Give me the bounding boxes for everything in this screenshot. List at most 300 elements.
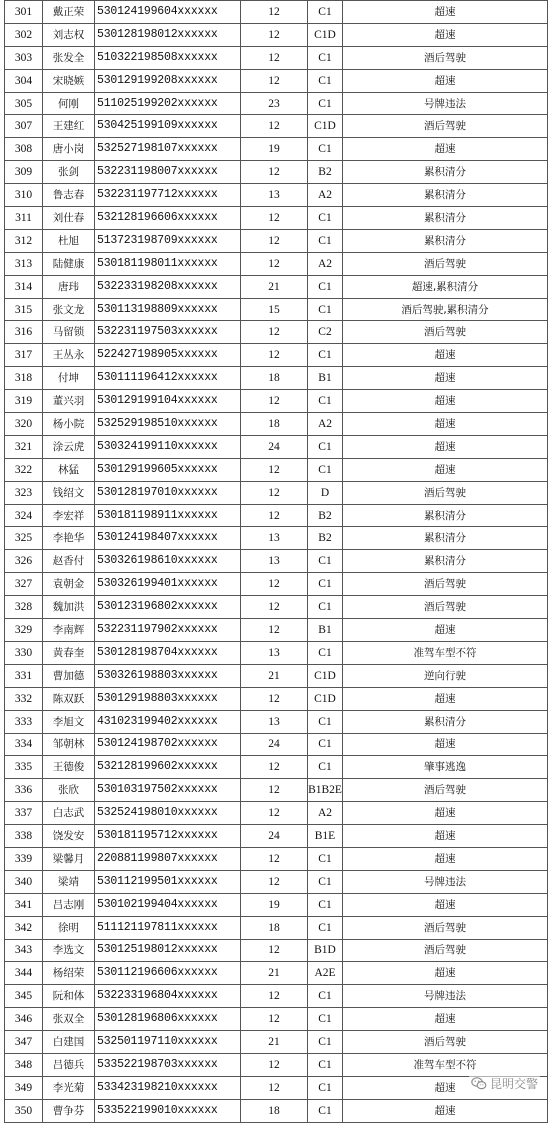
cell-violation: 超速 <box>343 847 548 870</box>
cell-no: 347 <box>5 1031 43 1054</box>
cell-violation: 累积清分 <box>343 161 548 184</box>
table-row <box>5 779 548 802</box>
cell-name: 李旭文 <box>43 710 95 733</box>
cell-violation: 酒后驾驶 <box>343 916 548 939</box>
cell-points: 13 <box>241 641 308 664</box>
cell-points: 13 <box>241 550 308 573</box>
table-row <box>5 252 548 275</box>
cell-violation: 累积清分 <box>343 229 548 252</box>
cell-violation: 号牌违法 <box>343 92 548 115</box>
table-row <box>5 229 548 252</box>
cell-id-number: 511025199202xxxxxx <box>95 92 241 115</box>
cell-no: 308 <box>5 138 43 161</box>
table-row <box>5 435 548 458</box>
cell-id-number: 530128196806xxxxxx <box>95 1008 241 1031</box>
table-row <box>5 619 548 642</box>
cell-name: 李光菊 <box>43 1076 95 1099</box>
cell-violation: 酒后驾驶 <box>343 46 548 69</box>
cell-license-class: C1 <box>308 1008 343 1031</box>
cell-id-number: 530113198809xxxxxx <box>95 298 241 321</box>
cell-license-class: B2 <box>308 527 343 550</box>
cell-license-class: C1 <box>308 1031 343 1054</box>
cell-name: 杨小院 <box>43 413 95 436</box>
table-row <box>5 367 548 390</box>
cell-no: 321 <box>5 435 43 458</box>
cell-name: 曹加德 <box>43 664 95 687</box>
cell-no: 346 <box>5 1008 43 1031</box>
cell-violation: 酒后驾驶 <box>343 481 548 504</box>
table-body <box>5 1 548 1123</box>
cell-id-number: 220881199807xxxxxx <box>95 847 241 870</box>
cell-license-class: D <box>308 481 343 504</box>
cell-no: 331 <box>5 664 43 687</box>
cell-license-class: C1 <box>308 46 343 69</box>
cell-name: 梁靖 <box>43 870 95 893</box>
table-row <box>5 92 548 115</box>
cell-id-number: 532128199602xxxxxx <box>95 756 241 779</box>
cell-license-class: C1 <box>308 69 343 92</box>
table-row <box>5 23 548 46</box>
cell-license-class: A2 <box>308 252 343 275</box>
cell-violation: 超速 <box>343 687 548 710</box>
table-row <box>5 847 548 870</box>
cell-name: 杜旭 <box>43 229 95 252</box>
cell-no: 320 <box>5 413 43 436</box>
cell-violation: 酒后驾驶 <box>343 573 548 596</box>
table-row <box>5 413 548 436</box>
cell-violation: 累积清分 <box>343 527 548 550</box>
table-row <box>5 1008 548 1031</box>
cell-violation: 超速 <box>343 435 548 458</box>
cell-no: 341 <box>5 893 43 916</box>
cell-name: 刘仕春 <box>43 207 95 230</box>
cell-id-number: 530125198012xxxxxx <box>95 939 241 962</box>
cell-license-class: C1 <box>308 229 343 252</box>
table-row <box>5 641 548 664</box>
cell-violation: 超速 <box>343 1076 548 1099</box>
cell-violation: 酒后驾驶 <box>343 321 548 344</box>
cell-points: 18 <box>241 367 308 390</box>
table-row <box>5 687 548 710</box>
cell-violation: 超速 <box>343 1 548 24</box>
cell-points: 12 <box>241 1008 308 1031</box>
cell-id-number: 532501197110xxxxxx <box>95 1031 241 1054</box>
cell-id-number: 530326198610xxxxxx <box>95 550 241 573</box>
cell-license-class: B1D <box>308 939 343 962</box>
cell-name: 张欣 <box>43 779 95 802</box>
cell-no: 330 <box>5 641 43 664</box>
cell-name: 李南辉 <box>43 619 95 642</box>
cell-id-number: 513723198709xxxxxx <box>95 229 241 252</box>
cell-violation: 超速 <box>343 390 548 413</box>
cell-no: 305 <box>5 92 43 115</box>
cell-name: 何刚 <box>43 92 95 115</box>
cell-id-number: 530129198803xxxxxx <box>95 687 241 710</box>
cell-no: 313 <box>5 252 43 275</box>
cell-no: 337 <box>5 802 43 825</box>
cell-name: 曹争芬 <box>43 1099 95 1122</box>
cell-violation: 超速 <box>343 1099 548 1122</box>
cell-no: 301 <box>5 1 43 24</box>
cell-no: 323 <box>5 481 43 504</box>
table-row <box>5 481 548 504</box>
cell-points: 12 <box>241 229 308 252</box>
cell-id-number: 530103197502xxxxxx <box>95 779 241 802</box>
cell-violation: 肇事逃逸 <box>343 756 548 779</box>
cell-violation: 累积清分 <box>343 184 548 207</box>
cell-violation: 累积清分 <box>343 504 548 527</box>
cell-points: 13 <box>241 527 308 550</box>
cell-points: 21 <box>241 962 308 985</box>
cell-points: 12 <box>241 46 308 69</box>
cell-points: 12 <box>241 69 308 92</box>
table-row <box>5 275 548 298</box>
cell-name: 黄春奎 <box>43 641 95 664</box>
violation-table <box>4 0 548 1123</box>
cell-name: 付坤 <box>43 367 95 390</box>
cell-license-class: C1 <box>308 596 343 619</box>
cell-no: 342 <box>5 916 43 939</box>
cell-no: 338 <box>5 825 43 848</box>
cell-no: 344 <box>5 962 43 985</box>
table-row <box>5 115 548 138</box>
cell-violation: 超速 <box>343 733 548 756</box>
cell-name: 陆健康 <box>43 252 95 275</box>
cell-name: 戴正荣 <box>43 1 95 24</box>
cell-id-number: 530124198407xxxxxx <box>95 527 241 550</box>
cell-no: 326 <box>5 550 43 573</box>
cell-license-class: C1 <box>308 573 343 596</box>
cell-points: 13 <box>241 710 308 733</box>
cell-violation: 酒后驾驶 <box>343 115 548 138</box>
cell-id-number: 530129199605xxxxxx <box>95 458 241 481</box>
cell-violation: 号牌违法 <box>343 985 548 1008</box>
cell-no: 349 <box>5 1076 43 1099</box>
table-row <box>5 46 548 69</box>
cell-violation: 酒后驾驶 <box>343 252 548 275</box>
cell-no: 307 <box>5 115 43 138</box>
table-row <box>5 1099 548 1122</box>
table-row <box>5 870 548 893</box>
cell-name: 白建国 <box>43 1031 95 1054</box>
cell-points: 12 <box>241 252 308 275</box>
cell-id-number: 530181198911xxxxxx <box>95 504 241 527</box>
table-row <box>5 527 548 550</box>
cell-no: 350 <box>5 1099 43 1122</box>
table-row <box>5 550 548 573</box>
cell-no: 322 <box>5 458 43 481</box>
cell-license-class: C1 <box>308 710 343 733</box>
cell-name: 钱绍文 <box>43 481 95 504</box>
cell-no: 318 <box>5 367 43 390</box>
cell-violation: 超速 <box>343 893 548 916</box>
cell-license-class: B2 <box>308 504 343 527</box>
watermark <box>469 1075 540 1092</box>
cell-points: 12 <box>241 481 308 504</box>
table-row <box>5 1076 548 1099</box>
table-row <box>5 573 548 596</box>
cell-no: 329 <box>5 619 43 642</box>
cell-points: 12 <box>241 756 308 779</box>
table-row <box>5 916 548 939</box>
cell-points: 12 <box>241 1076 308 1099</box>
cell-id-number: 532233198208xxxxxx <box>95 275 241 298</box>
table-row <box>5 298 548 321</box>
cell-license-class: C1 <box>308 733 343 756</box>
table-row <box>5 939 548 962</box>
cell-points: 19 <box>241 893 308 916</box>
table-row <box>5 1 548 24</box>
cell-points: 24 <box>241 435 308 458</box>
cell-name: 鲁志春 <box>43 184 95 207</box>
cell-violation: 酒后驾驶,累积清分 <box>343 298 548 321</box>
cell-points: 12 <box>241 779 308 802</box>
table-row <box>5 825 548 848</box>
cell-violation: 超速 <box>343 458 548 481</box>
cell-license-class: A2 <box>308 413 343 436</box>
cell-points: 23 <box>241 92 308 115</box>
cell-license-class: C1 <box>308 298 343 321</box>
cell-points: 18 <box>241 916 308 939</box>
cell-id-number: 530181195712xxxxxx <box>95 825 241 848</box>
cell-points: 12 <box>241 870 308 893</box>
cell-license-class: C1 <box>308 847 343 870</box>
cell-license-class: C1 <box>308 344 343 367</box>
cell-violation: 超速 <box>343 367 548 390</box>
cell-name: 张发全 <box>43 46 95 69</box>
cell-no: 319 <box>5 390 43 413</box>
table-row <box>5 756 548 779</box>
cell-id-number: 530112199501xxxxxx <box>95 870 241 893</box>
cell-points: 12 <box>241 504 308 527</box>
table-row <box>5 893 548 916</box>
table-row <box>5 1053 548 1076</box>
cell-violation: 酒后驾驶 <box>343 596 548 619</box>
table-row <box>5 207 548 230</box>
cell-license-class: C1 <box>308 893 343 916</box>
cell-no: 303 <box>5 46 43 69</box>
cell-name: 王丛永 <box>43 344 95 367</box>
table-row <box>5 962 548 985</box>
cell-license-class: C1 <box>308 1099 343 1122</box>
cell-points: 12 <box>241 596 308 619</box>
cell-license-class: C2 <box>308 321 343 344</box>
cell-no: 311 <box>5 207 43 230</box>
cell-id-number: 431023199402xxxxxx <box>95 710 241 733</box>
cell-id-number: 530129199104xxxxxx <box>95 390 241 413</box>
cell-license-class: A2 <box>308 802 343 825</box>
cell-name: 张文龙 <box>43 298 95 321</box>
cell-id-number: 530124198702xxxxxx <box>95 733 241 756</box>
cell-license-class: C1 <box>308 641 343 664</box>
cell-points: 12 <box>241 207 308 230</box>
cell-no: 310 <box>5 184 43 207</box>
cell-id-number: 530128198012xxxxxx <box>95 23 241 46</box>
cell-points: 18 <box>241 413 308 436</box>
watermark-text: 昆明交警 <box>489 1077 538 1091</box>
cell-points: 12 <box>241 802 308 825</box>
cell-id-number: 530102199404xxxxxx <box>95 893 241 916</box>
cell-id-number: 532233196804xxxxxx <box>95 985 241 1008</box>
cell-license-class: C1 <box>308 870 343 893</box>
cell-license-class: B2 <box>308 161 343 184</box>
cell-points: 12 <box>241 458 308 481</box>
cell-no: 332 <box>5 687 43 710</box>
cell-id-number: 530326198803xxxxxx <box>95 664 241 687</box>
cell-name: 唐小岗 <box>43 138 95 161</box>
cell-license-class: C1 <box>308 916 343 939</box>
cell-name: 饶发安 <box>43 825 95 848</box>
cell-license-class: C1D <box>308 115 343 138</box>
cell-points: 12 <box>241 619 308 642</box>
cell-id-number: 530326199401xxxxxx <box>95 573 241 596</box>
cell-points: 12 <box>241 344 308 367</box>
cell-name: 张剑 <box>43 161 95 184</box>
table-row <box>5 344 548 367</box>
cell-violation: 超速 <box>343 962 548 985</box>
cell-license-class: A2 <box>308 184 343 207</box>
table-row <box>5 733 548 756</box>
cell-license-class: C1 <box>308 275 343 298</box>
cell-license-class: C1 <box>308 207 343 230</box>
cell-id-number: 530111196412xxxxxx <box>95 367 241 390</box>
cell-id-number: 530129199208xxxxxx <box>95 69 241 92</box>
cell-name: 刘志权 <box>43 23 95 46</box>
cell-violation: 准驾车型不符 <box>343 641 548 664</box>
cell-name: 林猛 <box>43 458 95 481</box>
cell-violation: 号牌违法 <box>343 870 548 893</box>
cell-license-class: B1 <box>308 367 343 390</box>
cell-no: 309 <box>5 161 43 184</box>
cell-license-class: B1 <box>308 619 343 642</box>
cell-id-number: 532128196606xxxxxx <box>95 207 241 230</box>
cell-license-class: C1 <box>308 92 343 115</box>
cell-points: 13 <box>241 184 308 207</box>
table-row <box>5 596 548 619</box>
cell-no: 348 <box>5 1053 43 1076</box>
cell-id-number: 530425199109xxxxxx <box>95 115 241 138</box>
cell-name: 赵香付 <box>43 550 95 573</box>
cell-no: 315 <box>5 298 43 321</box>
cell-id-number: 532231197503xxxxxx <box>95 321 241 344</box>
cell-id-number: 530112196606xxxxxx <box>95 962 241 985</box>
cell-no: 328 <box>5 596 43 619</box>
cell-no: 302 <box>5 23 43 46</box>
cell-no: 327 <box>5 573 43 596</box>
wechat-icon <box>471 1077 487 1090</box>
cell-violation: 酒后驾驶 <box>343 1031 548 1054</box>
cell-no: 335 <box>5 756 43 779</box>
cell-violation: 累积清分 <box>343 710 548 733</box>
cell-points: 12 <box>241 115 308 138</box>
cell-name: 宋晓嫉 <box>43 69 95 92</box>
cell-id-number: 530128198704xxxxxx <box>95 641 241 664</box>
cell-name: 吕志刚 <box>43 893 95 916</box>
cell-id-number: 511121197811xxxxxx <box>95 916 241 939</box>
cell-name: 梁馨月 <box>43 847 95 870</box>
cell-points: 12 <box>241 1053 308 1076</box>
cell-name: 李选文 <box>43 939 95 962</box>
table-row <box>5 161 548 184</box>
cell-points: 24 <box>241 825 308 848</box>
table-row <box>5 985 548 1008</box>
cell-violation: 酒后驾驶 <box>343 939 548 962</box>
cell-points: 12 <box>241 23 308 46</box>
cell-license-class: C1 <box>308 550 343 573</box>
cell-license-class: B1E <box>308 825 343 848</box>
cell-points: 12 <box>241 573 308 596</box>
cell-license-class: A2E <box>308 962 343 985</box>
cell-violation: 逆向行驶 <box>343 664 548 687</box>
cell-points: 12 <box>241 161 308 184</box>
cell-violation: 超速 <box>343 1008 548 1031</box>
cell-points: 21 <box>241 1031 308 1054</box>
cell-points: 12 <box>241 847 308 870</box>
cell-name: 吕德兵 <box>43 1053 95 1076</box>
cell-license-class: C1D <box>308 687 343 710</box>
cell-no: 314 <box>5 275 43 298</box>
cell-license-class: B1B2E <box>308 779 343 802</box>
cell-no: 325 <box>5 527 43 550</box>
cell-violation: 超速 <box>343 619 548 642</box>
table-row <box>5 1031 548 1054</box>
cell-points: 12 <box>241 321 308 344</box>
table-row <box>5 710 548 733</box>
table-row <box>5 69 548 92</box>
cell-name: 徐明 <box>43 916 95 939</box>
cell-violation: 超速 <box>343 23 548 46</box>
cell-name: 魏加洪 <box>43 596 95 619</box>
cell-name: 张双全 <box>43 1008 95 1031</box>
cell-id-number: 533423198210xxxxxx <box>95 1076 241 1099</box>
cell-id-number: 532529198510xxxxxx <box>95 413 241 436</box>
cell-id-number: 510322198508xxxxxx <box>95 46 241 69</box>
cell-violation: 超速 <box>343 802 548 825</box>
cell-license-class: C1D <box>308 664 343 687</box>
cell-id-number: 533522198703xxxxxx <box>95 1053 241 1076</box>
cell-no: 334 <box>5 733 43 756</box>
table-row <box>5 138 548 161</box>
cell-no: 312 <box>5 229 43 252</box>
cell-name: 董兴羽 <box>43 390 95 413</box>
table-row <box>5 802 548 825</box>
cell-violation: 准驾车型不符 <box>343 1053 548 1076</box>
cell-name: 李宏祥 <box>43 504 95 527</box>
cell-name: 王德俊 <box>43 756 95 779</box>
cell-id-number: 530324199110xxxxxx <box>95 435 241 458</box>
cell-license-class: C1 <box>308 390 343 413</box>
cell-name: 李艳华 <box>43 527 95 550</box>
cell-violation: 超速 <box>343 138 548 161</box>
cell-no: 339 <box>5 847 43 870</box>
cell-no: 304 <box>5 69 43 92</box>
cell-points: 12 <box>241 687 308 710</box>
table-row <box>5 184 548 207</box>
cell-points: 24 <box>241 733 308 756</box>
cell-points: 21 <box>241 664 308 687</box>
cell-violation: 超速 <box>343 413 548 436</box>
cell-name: 杨绍荣 <box>43 962 95 985</box>
cell-points: 15 <box>241 298 308 321</box>
cell-id-number: 532231198007xxxxxx <box>95 161 241 184</box>
cell-name: 唐玮 <box>43 275 95 298</box>
table-row <box>5 458 548 481</box>
cell-id-number: 530124199604xxxxxx <box>95 1 241 24</box>
cell-violation: 累积清分 <box>343 550 548 573</box>
cell-license-class: C1 <box>308 1 343 24</box>
table-row <box>5 321 548 344</box>
cell-no: 317 <box>5 344 43 367</box>
